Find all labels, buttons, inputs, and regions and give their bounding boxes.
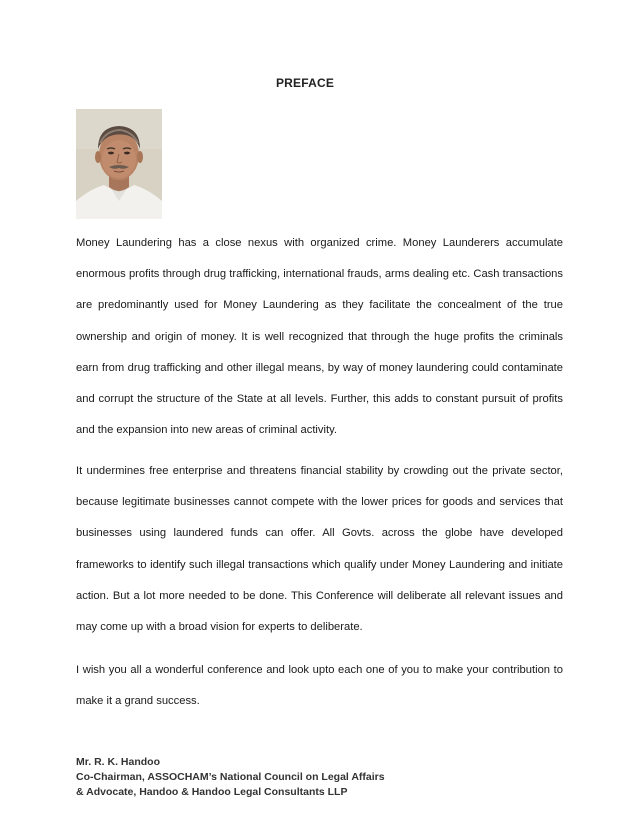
author-photo — [76, 109, 162, 219]
signature-title: Co-Chairman, ASSOCHAM’s National Council on Legal Affairs — [76, 771, 385, 783]
page-title: PREFACE — [275, 76, 335, 90]
paragraph: Money Laundering has a close nexus with organized crime. Money Launderers accumulate enormous profits through drug trafficking, international frauds, arms dealing etc. Cash transactions are predominantly used for Money Laundering as they facilitate the concealment of the true ownership and origin of money. It is well recognized that through the huge profits the criminals earn from drug trafficking and other illegal means, by way of money laundering could contaminate and corrupt the structure of the State at all levels. Further, this adds to constant pursuit of profits and the expansion into new areas of criminal activity. — [76, 237, 563, 437]
paragraph: It undermines free enterprise and threatens financial stability by crowding out the private sector, because legitimate businesses cannot compete with the lower prices for goods and services that businesses using laundered funds can offer. All Govts. across the globe have developed frameworks to identify such illegal transactions which qualify under Money Laundering and initiate action. But a lot more needed to be done. This Conference will deliberate all relevant issues and may come up with a broad vision for experts to deliberate. — [76, 465, 563, 634]
signature-block — [76, 755, 385, 800]
signature-affiliation: & Advocate, Handoo & Handoo Legal Consultants LLP — [76, 786, 348, 798]
signature-name: Mr. R. K. Handoo — [76, 756, 160, 768]
paragraph: I wish you all a wonderful conference and look upto each one of you to make your contribution to make it a grand success. — [76, 664, 563, 708]
